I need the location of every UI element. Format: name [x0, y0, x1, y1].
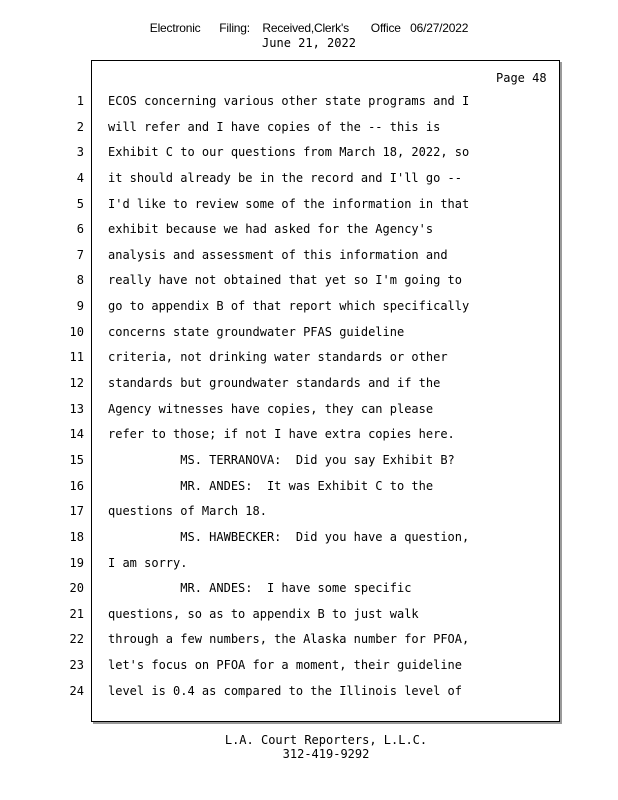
- filing-stamp: Electronic Filing: Received,Clerk's Office 06/27/2022: [149, 21, 469, 35]
- line-text: ECOS concerning various other state programs and I: [108, 94, 470, 108]
- line-text: MS. TERRANOVA: Did you say Exhibit B?: [108, 452, 455, 467]
- line-text: MS. HAWBECKER: Did you have a question,: [108, 529, 470, 544]
- line-text: level is 0.4 as compared to the Illinois level of: [108, 683, 463, 698]
- transcript-line: [0, 166, 560, 192]
- transcript-line: [0, 371, 560, 397]
- transcript-line: [0, 140, 560, 166]
- line-number: 16: [69, 478, 84, 493]
- transcript-line: [0, 217, 560, 243]
- line-text: I am sorry.: [108, 555, 188, 570]
- line-number: 6: [76, 222, 84, 237]
- line-text: Agency witnesses have copies, they can please: [108, 401, 434, 416]
- transcript-line: [0, 115, 560, 141]
- line-text: I'd like to review some of the information in that: [108, 196, 470, 211]
- line-number: 4: [76, 170, 84, 185]
- transcript-line: [0, 627, 560, 653]
- transcript-line: [0, 602, 560, 628]
- line-number: 18: [69, 529, 84, 544]
- line-number: 7: [76, 247, 84, 262]
- transcript-line: [0, 679, 560, 705]
- transcript-line: [0, 294, 560, 320]
- line-number: 17: [69, 504, 84, 519]
- transcript-date: June 21, 2022: [262, 36, 356, 50]
- reporter-phone: 312-419-9292: [282, 747, 370, 761]
- line-number: 23: [69, 658, 84, 673]
- line-number: 11: [69, 350, 84, 365]
- line-number: 21: [69, 606, 84, 621]
- transcript-line: [0, 474, 560, 500]
- transcript-line: [0, 448, 560, 474]
- transcript-lines: [0, 89, 560, 704]
- line-text: MR. ANDES: I have some specific: [108, 581, 412, 596]
- line-text: through a few numbers, the Alaska number for PFOA,: [108, 632, 470, 647]
- line-number: 1: [76, 94, 84, 108]
- transcript-line: [0, 89, 560, 115]
- line-number: 13: [69, 401, 84, 416]
- line-text: analysis and assessment of this information and: [108, 247, 448, 262]
- line-number: 14: [69, 427, 84, 442]
- transcript-line: [0, 345, 560, 371]
- line-text: questions, so as to appendix B to just walk: [108, 606, 419, 621]
- line-text: questions of March 18.: [108, 504, 267, 519]
- line-text: standards but groundwater standards and if the: [108, 376, 441, 391]
- line-number: 8: [76, 273, 84, 288]
- line-number: 24: [69, 683, 84, 698]
- line-number: 22: [69, 632, 84, 647]
- page-number: Page 48: [496, 71, 547, 85]
- transcript-line: [0, 243, 560, 269]
- line-text: go to appendix B of that report which specifically: [108, 299, 470, 314]
- transcript-line: [0, 192, 560, 218]
- line-text: concerns state groundwater PFAS guideline: [108, 324, 405, 339]
- line-number: 10: [69, 324, 84, 339]
- line-number: 2: [76, 119, 84, 134]
- transcript-line: [0, 653, 560, 679]
- transcript-line: [0, 397, 560, 423]
- line-text: it should already be in the record and I'll go --: [108, 170, 463, 185]
- line-text: Exhibit C to our questions from March 18, 2022, so: [108, 145, 470, 160]
- line-text: exhibit because we had asked for the Agency's: [108, 222, 434, 237]
- line-number: 20: [69, 581, 84, 596]
- line-number: 3: [76, 145, 84, 160]
- transcript-line: [0, 320, 560, 346]
- line-number: 12: [69, 376, 84, 391]
- transcript-line: [0, 422, 560, 448]
- line-text: refer to those; if not I have extra copies here.: [108, 427, 455, 442]
- line-text: really have not obtained that yet so I'm going to: [108, 273, 463, 288]
- line-text: MR. ANDES: It was Exhibit C to the: [108, 478, 434, 493]
- line-number: 15: [69, 452, 84, 467]
- line-number: 19: [69, 555, 84, 570]
- transcript-line: [0, 499, 560, 525]
- transcript-line: [0, 268, 560, 294]
- transcript-line: [0, 551, 560, 577]
- line-number: 5: [76, 196, 84, 211]
- line-number: 9: [76, 299, 84, 314]
- transcript-line: [0, 525, 560, 551]
- line-text: criteria, not drinking water standards or other: [108, 350, 448, 365]
- line-text: will refer and I have copies of the -- this is: [108, 119, 441, 134]
- line-text: let's focus on PFOA for a moment, their guideline: [108, 658, 463, 673]
- reporter-company: L.A. Court Reporters, L.L.C.: [224, 733, 428, 747]
- transcript-line: [0, 576, 560, 602]
